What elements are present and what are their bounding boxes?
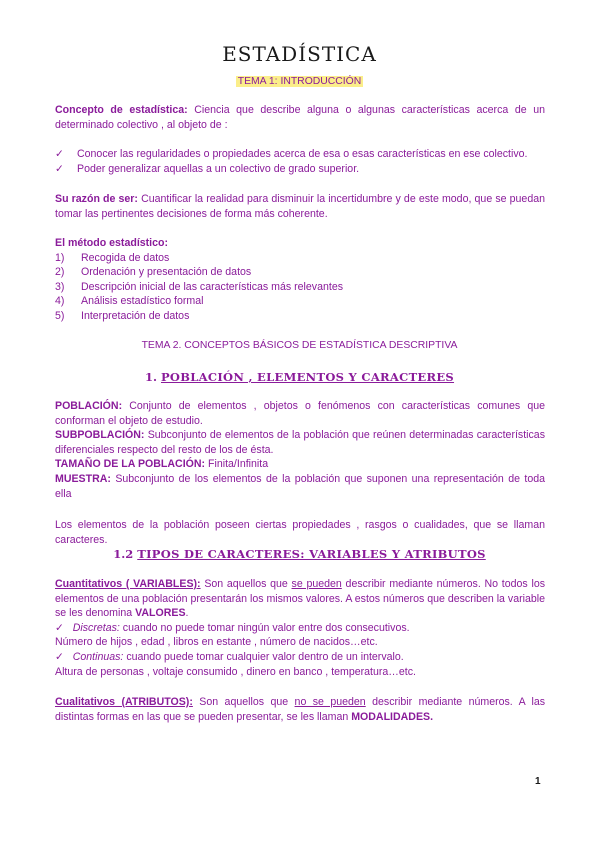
tema1-heading-text: TEMA 1: INTRODUCCIÓN xyxy=(237,76,362,87)
page-number: 1 xyxy=(535,776,541,787)
razon-paragraph xyxy=(55,192,545,221)
muestra-text: Subconjunto de los elementos de la población que suponen una representación de toda ella xyxy=(55,472,545,500)
section-1-2-heading xyxy=(0,547,599,561)
cuantitativos-underlined: se pueden xyxy=(291,578,342,590)
cuantitativos-text-c: . xyxy=(185,607,189,620)
check-icon: ✓ xyxy=(55,621,64,634)
poblacion-label: POBLACIÓN: xyxy=(55,400,123,412)
subpoblacion-label: SUBPOBLACIÓN: xyxy=(55,429,145,442)
discretas-label: Discretas: xyxy=(72,621,120,634)
definiciones-block xyxy=(55,399,545,501)
document-title: ESTADÍSTICA xyxy=(222,42,377,66)
objetivo-text: Conocer las regularidades o propiedades acerca de esa o esas características en ese colectivo. xyxy=(77,148,528,160)
metodo-step xyxy=(55,251,545,266)
caracteres-paragraph: Los elementos de la población poseen ciertas propiedades , rasgos o cualidades, que se llaman caracteres. xyxy=(55,519,545,546)
cualitativos-paragraph xyxy=(55,695,545,724)
cualitativos-text-a: Son aquellos que xyxy=(192,696,295,708)
check-icon: ✓ xyxy=(55,162,64,175)
cualitativos-underlined: no se pueden xyxy=(294,696,366,708)
tema2-heading: TEMA 2. CONCEPTOS BÁSICOS DE ESTADÍSTICA DESCRIPTIVA xyxy=(141,340,458,351)
continuas-label: Continuas: xyxy=(72,650,124,663)
razon-label: Su razón de ser: xyxy=(55,193,138,205)
muestra-label: MUESTRA: xyxy=(55,472,111,485)
razon-text: Cuantificar la realidad para disminuir la incertidumbre y de este modo, que se puedan tomar las pertinentes decisiones de forma más coherente. xyxy=(55,193,545,220)
concepto-text: Ciencia que describe alguna o algunas características acerca de un determinado colectivo , al objeto de : xyxy=(55,104,545,131)
objetivo-item xyxy=(55,147,545,162)
cuantitativos-text-a: Son aquellos que xyxy=(200,578,292,590)
check-icon: ✓ xyxy=(55,148,64,160)
poblacion-definition xyxy=(55,399,545,428)
cuantitativos-text-b: describir mediante números. No todos los elementos de una población presentarán los mismos valores. A estos números que describen la variable se les denomina xyxy=(55,578,546,620)
check-icon: ✓ xyxy=(55,650,64,663)
continuas-example: Altura de personas , voltaje consumido , dinero en banco , temperatura…etc. xyxy=(55,665,416,678)
step-number: 2) xyxy=(55,266,65,279)
tema1-heading xyxy=(0,76,599,87)
metodo-step xyxy=(55,309,545,324)
tamano-label: TAMAÑO DE LA POBLACIÓN: xyxy=(55,458,206,471)
step-text: Análisis estadístico formal xyxy=(81,295,204,308)
discretas-line xyxy=(55,621,545,636)
cuantitativos-label: Cuantitativos ( VARIABLES): xyxy=(55,578,201,590)
step-text: Descripción inicial de las características más relevantes xyxy=(81,280,344,293)
step-text: Recogida de datos xyxy=(81,251,170,264)
modalidades-term: MODALIDADES. xyxy=(351,710,434,723)
metodo-step xyxy=(55,294,545,309)
concepto-label: Concepto de estadística: xyxy=(55,104,188,116)
metodo-label: El método estadístico: xyxy=(55,237,169,249)
section-1-heading xyxy=(0,370,599,384)
step-number: 5) xyxy=(55,309,65,322)
discretas-text: cuando no puede tomar ningún valor entre dos consecutivos. xyxy=(119,621,410,634)
tamano-text: Finita/Infinita xyxy=(205,458,269,471)
step-number: 4) xyxy=(55,295,65,308)
step-number: 1) xyxy=(55,251,65,264)
discretas-example: Número de hijos , edad , libros en estante , número de nacidos…etc. xyxy=(55,636,378,649)
cualitativos-text-b: describir mediante números. A las distintas formas en las que se pueden presentar, se les llaman xyxy=(55,696,546,723)
objetivo-item xyxy=(55,162,545,177)
metodo-steps-list xyxy=(55,251,545,324)
section-1-title: POBLACIÓN , ELEMENTOS Y CARACTERES xyxy=(160,370,455,384)
muestra-definition xyxy=(55,472,545,501)
section-1-2-title: TIPOS DE CARACTERES: VARIABLES Y ATRIBUTOS xyxy=(137,547,486,561)
cualitativos-label: Cualitativos (ATRIBUTOS): xyxy=(55,696,193,708)
continuas-line xyxy=(55,650,545,665)
concepto-paragraph xyxy=(55,103,545,132)
cuantitativos-block xyxy=(55,577,545,679)
step-text: Ordenación y presentación de datos xyxy=(81,266,252,279)
metodo-step xyxy=(55,280,545,295)
objetivo-text: Poder generalizar aquellas a un colectivo de grado superior. xyxy=(77,162,360,175)
step-text: Interpretación de datos xyxy=(81,309,190,322)
cuantitativos-paragraph xyxy=(55,577,545,621)
subpoblacion-text: Subconjunto de elementos de la población que reúnen determinadas características diferenciales respecto del resto de los de ésta. xyxy=(55,429,545,456)
valores-term: VALORES xyxy=(135,607,186,620)
tamano-definition xyxy=(55,457,545,472)
subpoblacion-definition xyxy=(55,428,545,457)
metodo-step xyxy=(55,265,545,280)
section-1-number: 1. xyxy=(144,370,161,384)
metodo-section xyxy=(55,236,545,324)
step-number: 3) xyxy=(55,280,65,293)
poblacion-text: Conjunto de elementos , objetos o fenómenos con características comunes que conforman el objeto de estudio. xyxy=(55,400,545,427)
continuas-text: cuando puede tomar cualquier valor dentro de un intervalo. xyxy=(123,650,404,663)
section-1-2-number: 1.2 xyxy=(113,547,138,561)
objetivos-list xyxy=(55,147,545,176)
